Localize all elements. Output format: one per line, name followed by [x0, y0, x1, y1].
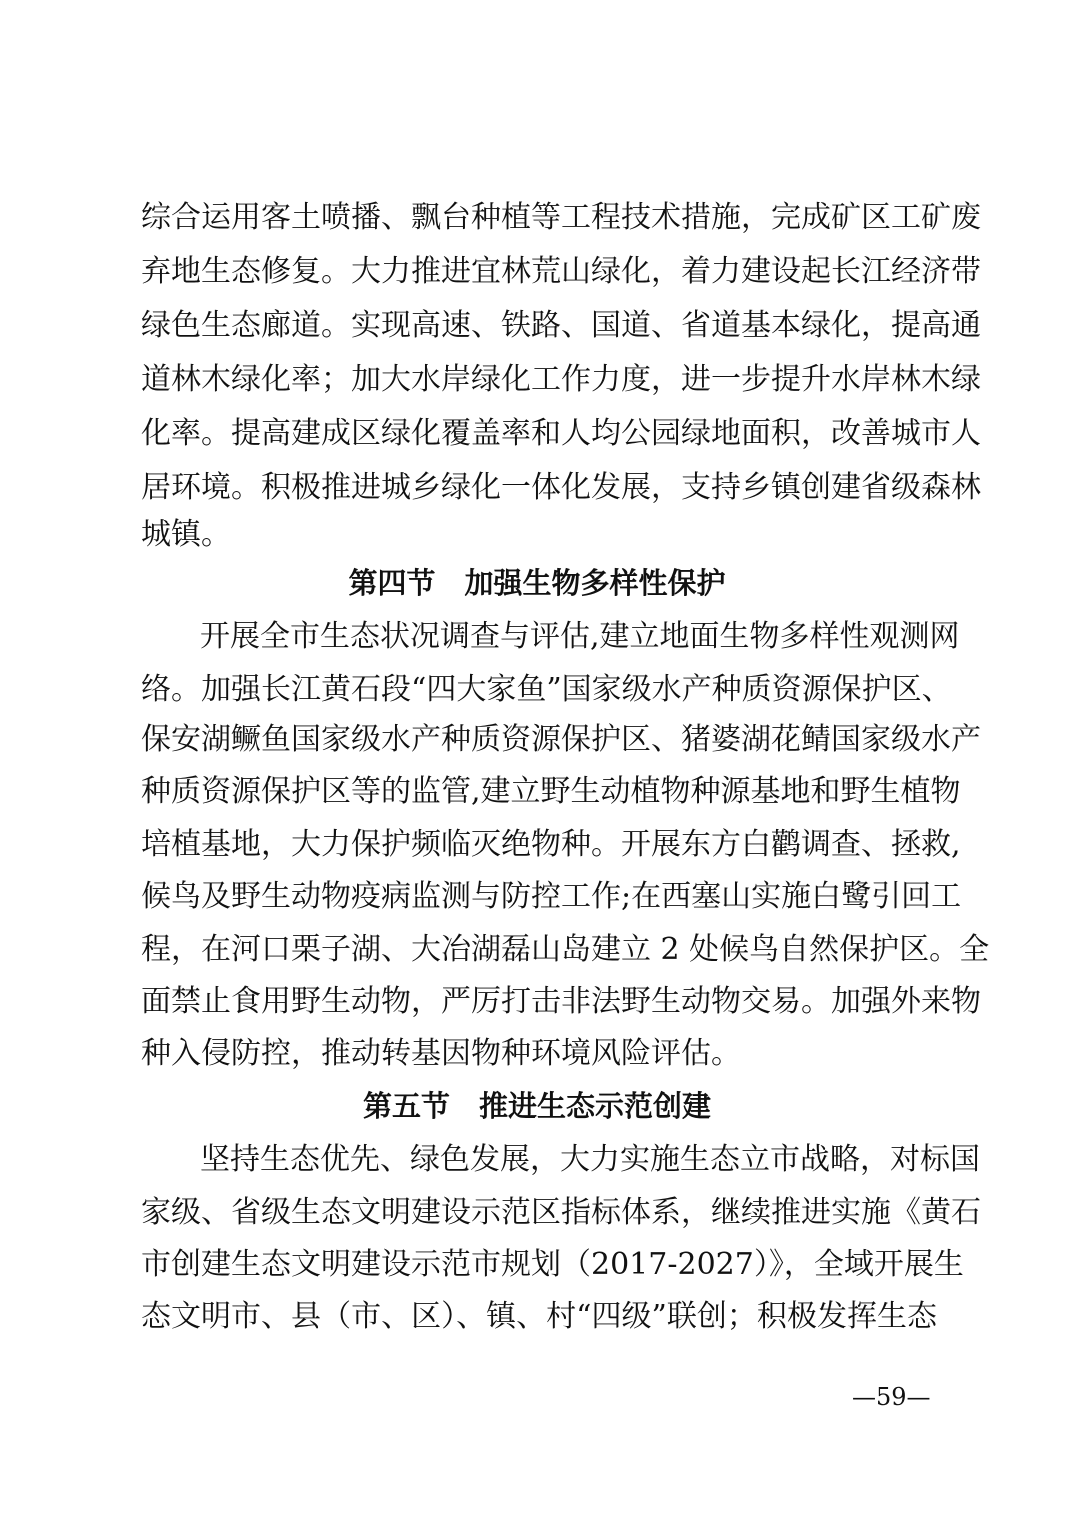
- text-line: 坚持生态优先、绿色发展，大力实施生态立市战略，对标国: [200, 1142, 980, 1177]
- text-line: 培植基地，大力保护频临灭绝物种。开展东方白鹳调查、拯救,: [141, 827, 961, 862]
- text-line: 络。加强长江黄石段“四大家鱼”国家级水产种质资源保护区、: [141, 672, 952, 707]
- page-number: —59—: [852, 1383, 931, 1411]
- section-heading-5: 第五节 推进生态示范创建: [362, 1089, 711, 1123]
- text-line: 种质资源保护区等的监管,建立野生动植物种源基地和野生植物: [141, 774, 961, 809]
- text-line: 程，在河口栗子湖、大冶湖磊山岛建立 2 处候鸟自然保护区。全: [141, 932, 990, 967]
- text-line: 综合运用客土喷播、飘台种植等工程技术措施，完成矿区工矿废: [141, 200, 981, 235]
- text-line: 候鸟及野生动物疫病监测与防控工作;在西塞山实施白鹭引回工: [141, 879, 962, 914]
- text-line: 弃地生态修复。大力推进宜林荒山绿化，着力建设起长江经济带: [141, 254, 981, 289]
- text-line: 道林木绿化率；加大水岸绿化工作力度，进一步提升水岸林木绿: [141, 362, 981, 397]
- text-line: 市创建生态文明建设示范市规划（2017-2027）》，全域开展生: [141, 1247, 964, 1282]
- text-line: 开展全市生态状况调查与评估,建立地面生物多样性观测网: [200, 619, 960, 654]
- text-line: 家级、省级生态文明建设示范区指标体系，继续推进实施《黄石: [141, 1195, 981, 1230]
- text-line: 种入侵防控，推动转基因物种环境风险评估。: [141, 1036, 741, 1071]
- text-line: 面禁止食用野生动物，严厉打击非法野生动物交易。加强外来物: [141, 984, 981, 1019]
- text-line: 化率。提高建成区绿化覆盖率和人均公园绿地面积，改善城市人: [141, 416, 981, 451]
- text-line: 态文明市、县（市、区）、镇、村“四级”联创；积极发挥生态: [141, 1299, 937, 1334]
- text-line: 居环境。积极推进城乡绿化一体化发展，支持乡镇创建省级森林: [141, 470, 981, 505]
- text-line: 城镇。: [141, 517, 231, 552]
- text-line: 保安湖鳜鱼国家级水产种质资源保护区、猪婆湖花鲭国家级水产: [141, 722, 981, 757]
- text-line: 绿色生态廊道。实现高速、铁路、国道、省道基本绿化，提高通: [141, 308, 981, 343]
- section-heading-4: 第四节 加强生物多样性保护: [348, 566, 726, 600]
